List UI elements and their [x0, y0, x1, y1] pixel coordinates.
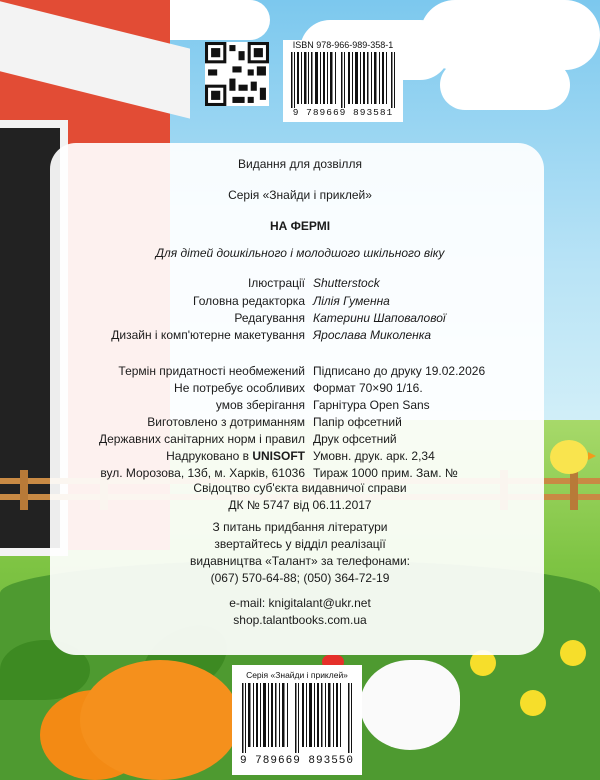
purchase-line: звертайтесь у відділ реалізації [214, 537, 386, 551]
credit-name: Shutterstock [313, 276, 380, 290]
printed-at-prefix: Надруковано в [166, 449, 249, 463]
imprint-right-line: Папір офсетний [313, 415, 402, 429]
imprint-left-line: Не потребує особливих [174, 381, 305, 395]
credit-role: Редагування [234, 311, 305, 325]
qr-code [205, 42, 269, 106]
chick [550, 440, 588, 474]
imprint-left-line: Термін придатності необмежений [118, 364, 305, 378]
imprint-left-line: умов зберігання [215, 398, 305, 412]
isbn-barcode-number: 9 789669 893581 [292, 107, 394, 118]
bottom-barcode-series: Серія «Знайди і приклей» [246, 670, 348, 680]
hen [360, 660, 460, 750]
printer-name: UNISOFT [252, 449, 305, 463]
credit-role: Ілюстрації [247, 276, 305, 290]
audience-note: Для дітей дошкільного і молодшого шкільного віку [155, 246, 445, 260]
certificate-line: Свідоцтво суб'єкта видавничої справи [193, 481, 407, 495]
phone-numbers: (067) 570-64-88; (050) 364-72-19 [210, 571, 390, 585]
series-name: Серія «Знайди і приклей» [228, 188, 372, 202]
isbn-label: ISBN 978-966-989-358-1 [292, 40, 394, 50]
purchase-line: видавництва «Талант» за телефонами: [190, 554, 410, 568]
isbn-barcode [283, 40, 403, 122]
cloud [440, 60, 570, 110]
imprint-left-line: Виготовлено з дотриманням [147, 415, 305, 429]
flower [520, 690, 546, 716]
shop-url: shop.talantbooks.com.ua [233, 613, 367, 627]
edition-note: Видання для дозвілля [238, 157, 362, 171]
email-address: e-mail: knigitalant@ukr.net [229, 596, 371, 610]
barcode-lines [240, 683, 354, 753]
imprint-right-line: Умовн. друк. арк. 2,34 [313, 449, 435, 463]
imprint-right-line: Формат 70×90 1/16. [313, 381, 423, 395]
bottom-barcode [232, 665, 362, 775]
purchase-line: З питань придбання літератури [212, 520, 388, 534]
credit-role: Дизайн і комп'ютерне макетування [111, 328, 305, 342]
chick-beak [588, 452, 596, 460]
printer-address: вул. Морозова, 13б, м. Харків, 61036 [100, 466, 305, 480]
imprint-right-line: Гарнітура Open Sans [313, 398, 430, 412]
flower [560, 640, 586, 666]
imprint-left-line: Державних санітарних норм і правил [98, 432, 305, 446]
pumpkin [80, 660, 240, 780]
credit-role: Головна редакторка [193, 294, 305, 308]
certificate-line: ДК № 5747 від 06.11.2017 [228, 498, 372, 512]
imprint-right-line: Тираж 1000 прим. Зам. № [313, 466, 458, 480]
bottom-barcode-number: 9 789669 893550 [239, 755, 355, 767]
credit-name: Катерини Шаповалової [313, 311, 446, 325]
credit-name: Лілія Гуменна [313, 294, 390, 308]
imprint-right-line: Друк офсетний [313, 432, 397, 446]
credit-name: Ярослава Миколенка [313, 328, 432, 342]
barcode-lines [289, 52, 397, 108]
book-title: НА ФЕРМІ [269, 219, 331, 233]
imprint-right-line: Підписано до друку 19.02.2026 [313, 364, 486, 378]
printed-at-line [0, 449, 305, 463]
